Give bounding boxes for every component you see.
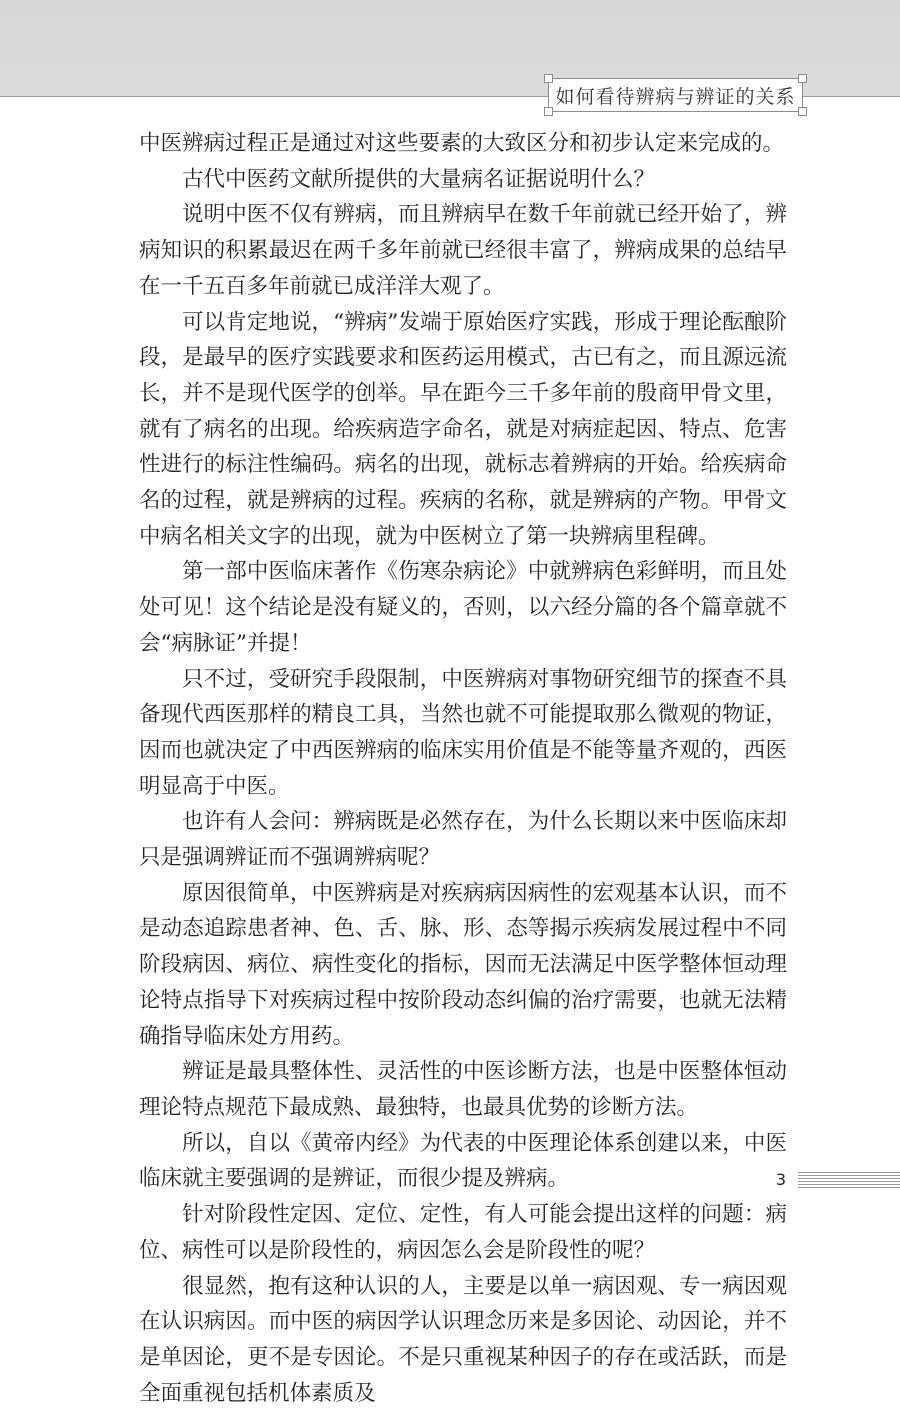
paragraph: 只不过，受研究手段限制，中医辨病对事物研究细节的探查不具备现代西医那样的精良工具，当然也就不可能提取那么微观的物证，因而也就决定了中西医辨病的临床实用价值是不能等量齐观的，西医明显高于中医。 bbox=[139, 662, 787, 805]
paragraph: 针对阶段性定因、定位、定性，有人可能会提出这样的问题：病位、病性可以是阶段性的，病因怎么会是阶段性的呢？ bbox=[139, 1197, 787, 1268]
running-title: 如何看待辨病与辨证的关系 bbox=[549, 79, 802, 111]
paragraph: 所以，自以《黄帝内经》为代表的中医理论体系创建以来，中医临床就主要强调的是辨证，而很少提及辨病。 bbox=[139, 1126, 787, 1197]
footer-decorative-lines bbox=[798, 1172, 900, 1188]
paragraph: 很显然，抱有这种认识的人，主要是以单一病因观、专一病因观在认识病因。而中医的病因学认识理念历来是多因论、动因论，并不是单因论，更不是专因论。不是只重视某种因子的存在或活跃，而是全面重视包括机体素质及 bbox=[139, 1269, 787, 1411]
paragraph: 中医辨病过程正是通过对这些要素的大致区分和初步认定来完成的。 bbox=[139, 126, 787, 162]
paragraph: 也许有人会问：辨病既是必然存在，为什么长期以来中医临床却只是强调辨证而不强调辨病呢？ bbox=[139, 804, 787, 875]
page-body bbox=[139, 126, 787, 1411]
header-rule-right bbox=[803, 96, 900, 97]
running-title-box bbox=[548, 78, 803, 112]
paragraph: 说明中医不仅有辨病，而且辨病早在数千年前就已经开始了，辨病知识的积累最迟在两千多年前就已经很丰富了，辨病成果的总结早在一千五百多年前就已成洋洋大观了。 bbox=[139, 197, 787, 304]
page-number: 3 bbox=[770, 1170, 792, 1189]
paragraph: 原因很简单，中医辨病是对疾病病因病性的宏观基本认识，而不是动态追踪患者神、色、舌、脉、形、态等揭示疾病发展过程中不同阶段病因、病位、病性变化的指标，因而无法满足中医学整体恒动理论特点指导下对疾病过程中按阶段动态纠偏的治疗需要，也就无法精确指导临床处方用药。 bbox=[139, 876, 787, 1055]
header-rule-left bbox=[0, 96, 548, 97]
paragraph: 第一部中医临床著作《伤寒杂病论》中就辨病色彩鲜明，而且处处可见！这个结论是没有疑义的，否则，以六经分篇的各个篇章就不会“病脉证”并提！ bbox=[139, 554, 787, 661]
paragraph: 可以肯定地说，“辨病”发端于原始医疗实践，形成于理论酝酿阶段，是最早的医疗实践要求和医药运用模式，古已有之，而且源远流长，并不是现代医学的创举。早在距今三千多年前的殷商甲骨文里，就有了病名的出现。给疾病造字命名，就是对病症起因、特点、危害性进行的标注性编码。病名的出现，就标志着辨病的开始。给疾病命名的过程，就是辨病的过程。疾病的名称，就是辨病的产物。甲骨文中病名相关文字的出现，就为中医树立了第一块辨病里程碑。 bbox=[139, 305, 787, 555]
paragraph: 辨证是最具整体性、灵活性的中医诊断方法，也是中医整体恒动理论特点规范下最成熟、最独特，也最具优势的诊断方法。 bbox=[139, 1054, 787, 1125]
paragraph: 古代中医药文献所提供的大量病名证据说明什么？ bbox=[139, 162, 787, 198]
